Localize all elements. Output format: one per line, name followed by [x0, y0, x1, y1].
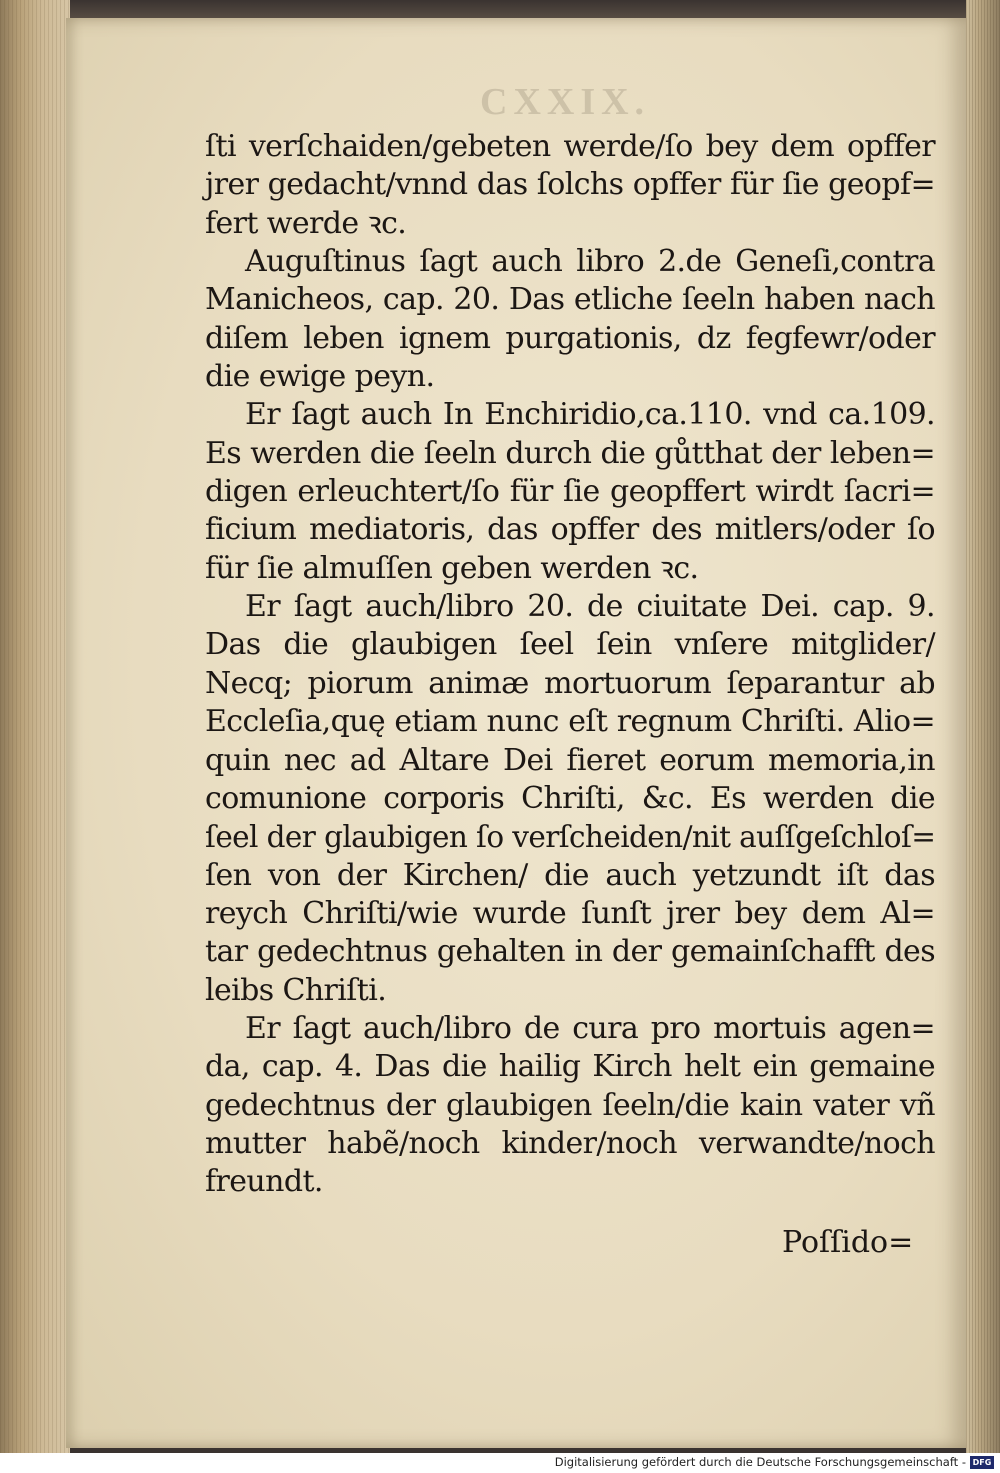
text-line: tar gedechtnus gehalten in der gemainſchafft des: [205, 934, 935, 970]
dfg-logo: DFG: [970, 1456, 994, 1469]
text-line: reych Chriſti/wie wurde ſunſt jrer bey dem Al=: [205, 895, 935, 931]
digitization-footer: [0, 1453, 1000, 1473]
text-line: freundt.: [205, 1164, 323, 1200]
page-text-block: [205, 128, 935, 1202]
text-line: ſen von der Kirchen/ die auch yetzundt iſt das: [205, 857, 935, 893]
text-line: Eccleſia,quę etiam nunc eſt regnum Chriſti. Alio=: [205, 704, 935, 740]
book-edge-right: [966, 0, 1000, 1453]
text-line: ſeel der glaubigen ſo verſcheiden/nit auſſgeſchloſ=: [205, 820, 936, 855]
text-line: quin nec ad Altare Dei fieret eorum memoria,in: [205, 742, 935, 778]
book-edge-left: [0, 0, 70, 1453]
paragraph-start-line: Er ſagt auch/libro 20. de ciuitate Dei. cap. 9.: [245, 589, 935, 625]
footer-credit: Digitalisierung gefördert durch die Deutsche Forschungsgemeinschaft -: [554, 1455, 966, 1469]
text-line: Das die glaubigen ſeel ſein vnſere mitglider/: [205, 627, 935, 663]
top-binding-strip: [70, 0, 1000, 20]
text-line: leibs Chriſti.: [205, 972, 387, 1008]
text-line: Es werden die ſeeln durch die gůtthat der leben=: [205, 435, 935, 471]
bleed-through-header: CXXIX.: [480, 81, 651, 123]
text-line: da, cap. 4. Das die hailig Kirch helt ein gemaine: [205, 1049, 935, 1085]
text-line: ficium mediatoris, das opffer des mitlers/oder ſo: [205, 512, 935, 548]
text-line: Necq; piorum animæ mortuorum ſeparantur ab: [205, 665, 935, 701]
text-line: mutter habẽ/noch kinder/noch verwandte/noch: [205, 1125, 935, 1161]
text-line: gedechtnus der glaubigen ſeeln/die kain vater vñ: [205, 1087, 935, 1123]
text-line: die ewige peyn.: [205, 359, 435, 395]
text-line: Manicheos, cap. 20. Das etliche ſeeln haben nach: [205, 282, 935, 318]
text-line: digen erleuchtert/ſo für ſie geopffert wirdt ſacri=: [205, 474, 935, 510]
text-line: ſti verſchaiden/gebeten werde/ſo bey dem opffer: [205, 129, 935, 164]
paragraph-start-line: Er ſagt auch/libro de cura pro mortuis agen=: [245, 1010, 935, 1046]
catchword: Poſſido=: [782, 1225, 914, 1260]
text-line: fert werde ꝛc.: [205, 205, 407, 241]
text-line: jrer gedacht/vnnd das ſolchs opffer für ſie geopf=: [205, 167, 935, 203]
text-line: diſem leben ignem purgationis, dz fegfewr/oder: [205, 320, 935, 356]
paragraph-start-line: Er ſagt auch In Enchiridio,ca.110. vnd ca.109.: [245, 397, 935, 433]
paragraph-start-line: Auguſtinus ſagt auch libro 2.de Geneſi,contra: [245, 244, 935, 280]
text-line: comunione corporis Chriſti, &c. Es werden die: [205, 780, 935, 816]
text-line: für ſie almuſſen geben werden ꝛc.: [205, 550, 699, 586]
